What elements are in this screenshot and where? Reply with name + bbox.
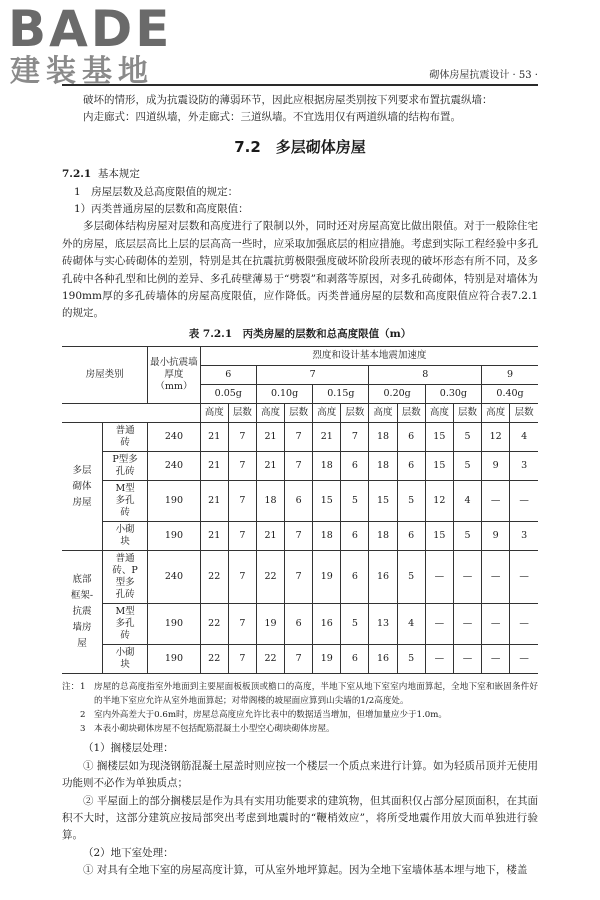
- height-value: 9: [482, 452, 510, 481]
- acc-030: 0.30g: [425, 385, 481, 404]
- header-category: 房屋类别: [62, 347, 148, 404]
- sub-header-row: [62, 404, 538, 423]
- height-value: —: [425, 645, 453, 674]
- floors-value: 6: [397, 452, 425, 481]
- group-label: 底部框架-抗震墙房屋: [62, 551, 102, 674]
- floors-value: —: [453, 551, 481, 604]
- section-title: 7.2 多层砌体房屋: [234, 137, 366, 156]
- floors-value: 7: [285, 423, 313, 452]
- height-value: 21: [200, 481, 228, 522]
- height-value: 12: [425, 481, 453, 522]
- height-value: 18: [313, 522, 341, 551]
- floors-value: 3: [510, 522, 538, 551]
- header-rule: [62, 84, 538, 86]
- attic-item-2: ② 平屋面上的部分搁楼层是作为具有实用功能要求的建筑物，但其面积仅占部分屋顶面积，在其面积不大时，这部分建筑应按局部突出考虑到地震时的“鞭梢效应”，将所受地震作用放大而单独进行验算。: [62, 794, 538, 842]
- floors-value: —: [510, 604, 538, 645]
- note-3: [62, 722, 538, 736]
- row-type: M型多孔砖: [102, 481, 147, 522]
- acc-015: 0.15g: [313, 385, 369, 404]
- floors-value: 7: [285, 645, 313, 674]
- table-title: 表 7.2.1 丙类房屋的层数和总高度限值（m）: [188, 327, 412, 340]
- row-thickness: 190: [148, 522, 200, 551]
- site-logo: [8, 0, 198, 90]
- sub-floors: 层数: [453, 404, 481, 423]
- sub-height: 高度: [369, 404, 397, 423]
- floors-value: —: [510, 551, 538, 604]
- floors-value: 5: [397, 645, 425, 674]
- row-thickness: 240: [148, 452, 200, 481]
- row-type: 小砌块: [102, 645, 147, 674]
- running-header: [429, 66, 538, 81]
- floors-value: 5: [341, 604, 369, 645]
- intensity-9: 9: [482, 366, 538, 385]
- row-type: M型多孔砖: [102, 604, 147, 645]
- table-row: [62, 551, 538, 604]
- clause-heading: [62, 166, 538, 183]
- notes-label: 注：: [62, 682, 80, 693]
- sub-floors: 层数: [285, 404, 313, 423]
- height-value: 18: [369, 452, 397, 481]
- height-value: 22: [200, 645, 228, 674]
- note-text: 室内外高差大于0.6m时，房屋总高度应允许比表中的数据适当增加，但增加量应少于1.0m。: [94, 710, 448, 721]
- floors-value: 7: [285, 452, 313, 481]
- floors-value: 5: [397, 551, 425, 604]
- height-value: —: [482, 645, 510, 674]
- acc-040: 0.40g: [482, 385, 538, 404]
- row-thickness: 190: [148, 645, 200, 674]
- height-value: 22: [256, 645, 284, 674]
- height-value: 15: [425, 522, 453, 551]
- floors-value: 4: [510, 423, 538, 452]
- row-type: 普通砖、P型多孔砖: [102, 551, 147, 604]
- height-value: 21: [256, 423, 284, 452]
- item-1-1: 1）丙类普通房屋的层数和高度限值：: [74, 203, 249, 216]
- running-title: 砌体房屋抗震设计: [429, 70, 510, 81]
- floors-value: 3: [510, 452, 538, 481]
- floors-value: 5: [453, 423, 481, 452]
- floors-value: 7: [228, 452, 256, 481]
- height-value: 15: [425, 452, 453, 481]
- table-row: [62, 423, 538, 452]
- height-value: —: [482, 551, 510, 604]
- height-value: 18: [313, 452, 341, 481]
- sub-height: 高度: [482, 404, 510, 423]
- floors-value: —: [453, 645, 481, 674]
- floors-value: —: [510, 645, 538, 674]
- group-label: 多层砌体房屋: [62, 423, 102, 551]
- acc-005: 0.05g: [200, 385, 256, 404]
- height-value: 16: [369, 645, 397, 674]
- acc-010: 0.10g: [256, 385, 312, 404]
- height-value: 9: [482, 522, 510, 551]
- clause-title: 基本规定: [97, 168, 140, 181]
- height-value: 22: [200, 551, 228, 604]
- table-notes: [62, 680, 538, 736]
- floors-value: 6: [285, 481, 313, 522]
- height-value: —: [425, 551, 453, 604]
- page-number: · 53 ·: [512, 70, 538, 81]
- row-type: 普通砖: [102, 423, 147, 452]
- floors-value: 6: [341, 522, 369, 551]
- floors-value: 6: [341, 452, 369, 481]
- floors-value: 6: [341, 551, 369, 604]
- subheading-basement: （2）地下室处理：: [83, 846, 174, 859]
- height-value: 15: [313, 481, 341, 522]
- height-value: 18: [256, 481, 284, 522]
- floors-value: 5: [397, 481, 425, 522]
- note-text: 本表小砌块砌体房屋不包括配筋混凝土小型空心砌块砌体房屋。: [94, 724, 335, 735]
- header-intensity: 烈度和设计基本地震加速度: [200, 347, 538, 366]
- height-value: 19: [256, 604, 284, 645]
- subheading-attic: （1）搁楼层处理：: [83, 742, 174, 755]
- table-row: [62, 522, 538, 551]
- table-body: [62, 423, 538, 674]
- height-value: 19: [313, 645, 341, 674]
- height-value: 18: [369, 522, 397, 551]
- item-1: 1 房屋层数及总高度限值的规定：: [74, 185, 239, 198]
- floors-value: 5: [453, 452, 481, 481]
- row-thickness: 240: [148, 551, 200, 604]
- floors-value: 5: [453, 522, 481, 551]
- page-body: [62, 92, 538, 880]
- height-value: 21: [313, 423, 341, 452]
- height-limit-table: [62, 346, 538, 674]
- height-value: 21: [200, 522, 228, 551]
- height-value: 16: [369, 551, 397, 604]
- height-value: —: [482, 604, 510, 645]
- floors-value: 7: [228, 604, 256, 645]
- note-number: 1: [80, 682, 86, 693]
- row-thickness: 190: [148, 481, 200, 522]
- intro-line-1: 破坏的情形，成为抗震设防的薄弱环节，因此应根据房屋类别按下列要求布置抗震纵墙：: [83, 94, 493, 106]
- clause-number: 7.2.1: [62, 168, 92, 181]
- row-type: 小砌块: [102, 522, 147, 551]
- floors-value: —: [453, 604, 481, 645]
- height-value: 18: [369, 423, 397, 452]
- floors-value: 6: [285, 604, 313, 645]
- height-value: 13: [369, 604, 397, 645]
- height-value: 16: [313, 604, 341, 645]
- floors-value: 4: [397, 604, 425, 645]
- sub-floors: 层数: [341, 404, 369, 423]
- floors-value: 7: [228, 551, 256, 604]
- height-value: 12: [482, 423, 510, 452]
- height-value: —: [425, 604, 453, 645]
- intensity-8: 8: [369, 366, 482, 385]
- header-thickness: 最小抗震墙厚度（mm）: [148, 347, 200, 404]
- acc-020: 0.20g: [369, 385, 425, 404]
- floors-value: 6: [397, 423, 425, 452]
- intensity-7: 7: [256, 366, 369, 385]
- table-row: [62, 604, 538, 645]
- height-value: 21: [200, 452, 228, 481]
- floors-value: 7: [228, 522, 256, 551]
- floors-value: 7: [228, 423, 256, 452]
- intensity-6: 6: [200, 366, 256, 385]
- sub-height: 高度: [256, 404, 284, 423]
- sub-height: 高度: [425, 404, 453, 423]
- logo-wordmark: BADE: [8, 0, 173, 58]
- floors-value: 7: [228, 645, 256, 674]
- note-1: [62, 680, 538, 708]
- floors-value: 7: [228, 481, 256, 522]
- height-value: 22: [200, 604, 228, 645]
- intro-line-2: 内走廊式：四道纵墙，外走廊式：三道纵墙。不宜选用仅有两道纵墙的结构布置。: [83, 111, 461, 124]
- sub-height: 高度: [200, 404, 228, 423]
- note-number: 2: [80, 710, 86, 721]
- sub-floors: 层数: [510, 404, 538, 423]
- floors-value: 6: [341, 645, 369, 674]
- floors-value: —: [510, 481, 538, 522]
- body-paragraph: 多层砌体结构房屋对层数和高度进行了限制以外，同时还对房屋高宽比做出限值。对于一般除住宅外的房屋，底层层高比上层的层高高一些时，应采取加强底层的相应措施。考虑到实际工程经验中多孔砖砌体与实心砖砌体的差别，特别是其在抗震抗剪极限强度破坏阶段所表现的破坏形态有所不同，及多孔砖中各种孔型和比例的差异、多孔砖壁薄易于“劈裂”和剥落等原因，对多孔砖砌体，特别是对墙体为190mm厚的多孔砖墙体的房屋高度限值，应作降低。丙类普通房屋的层数和高度限值应符合表7.2.1的规定。: [62, 220, 538, 320]
- note-number: 3: [80, 724, 86, 735]
- row-thickness: 240: [148, 423, 200, 452]
- note-text: 房屋的总高度指室外地面到主要屋面板板顶或檐口的高度，半地下室从地下室室内地面算起，全地下室和嵌固条件好的半地下室应允许从室外地面算起；对带阁楼的坡屋面应算到山尖墙的1/2高度处。: [94, 682, 538, 707]
- height-value: 21: [256, 452, 284, 481]
- floors-value: 4: [453, 481, 481, 522]
- floors-value: 5: [341, 481, 369, 522]
- height-value: 21: [200, 423, 228, 452]
- height-value: 21: [256, 522, 284, 551]
- sub-height: 高度: [313, 404, 341, 423]
- row-type: P型多孔砖: [102, 452, 147, 481]
- floors-value: 7: [285, 522, 313, 551]
- sub-header-blank: [62, 404, 200, 423]
- floors-value: 6: [397, 522, 425, 551]
- height-value: 15: [425, 423, 453, 452]
- sub-floors: 层数: [397, 404, 425, 423]
- table-row: [62, 452, 538, 481]
- floors-value: 7: [341, 423, 369, 452]
- note-2: [62, 708, 538, 722]
- height-value: 15: [369, 481, 397, 522]
- basement-item-1: ① 对具有全地下室的房屋高度计算，可从室外地坪算起。因为全地下室墙体基本埋与地下，楼盖: [83, 864, 528, 877]
- table-row: [62, 645, 538, 674]
- height-value: 22: [256, 551, 284, 604]
- row-thickness: 190: [148, 604, 200, 645]
- attic-item-1: ① 搁楼层如为现浇钢筋混凝土屋盖时则应按一个楼层一个质点来进行计算。如为轻质吊顶并无使用功能则不必作为单独质点；: [62, 759, 538, 790]
- following-text: [62, 740, 538, 879]
- floors-value: 7: [285, 551, 313, 604]
- table-row: [62, 481, 538, 522]
- sub-floors: 层数: [228, 404, 256, 423]
- height-value: —: [482, 481, 510, 522]
- logo-subtitle: 建装基地: [10, 54, 154, 89]
- height-value: 19: [313, 551, 341, 604]
